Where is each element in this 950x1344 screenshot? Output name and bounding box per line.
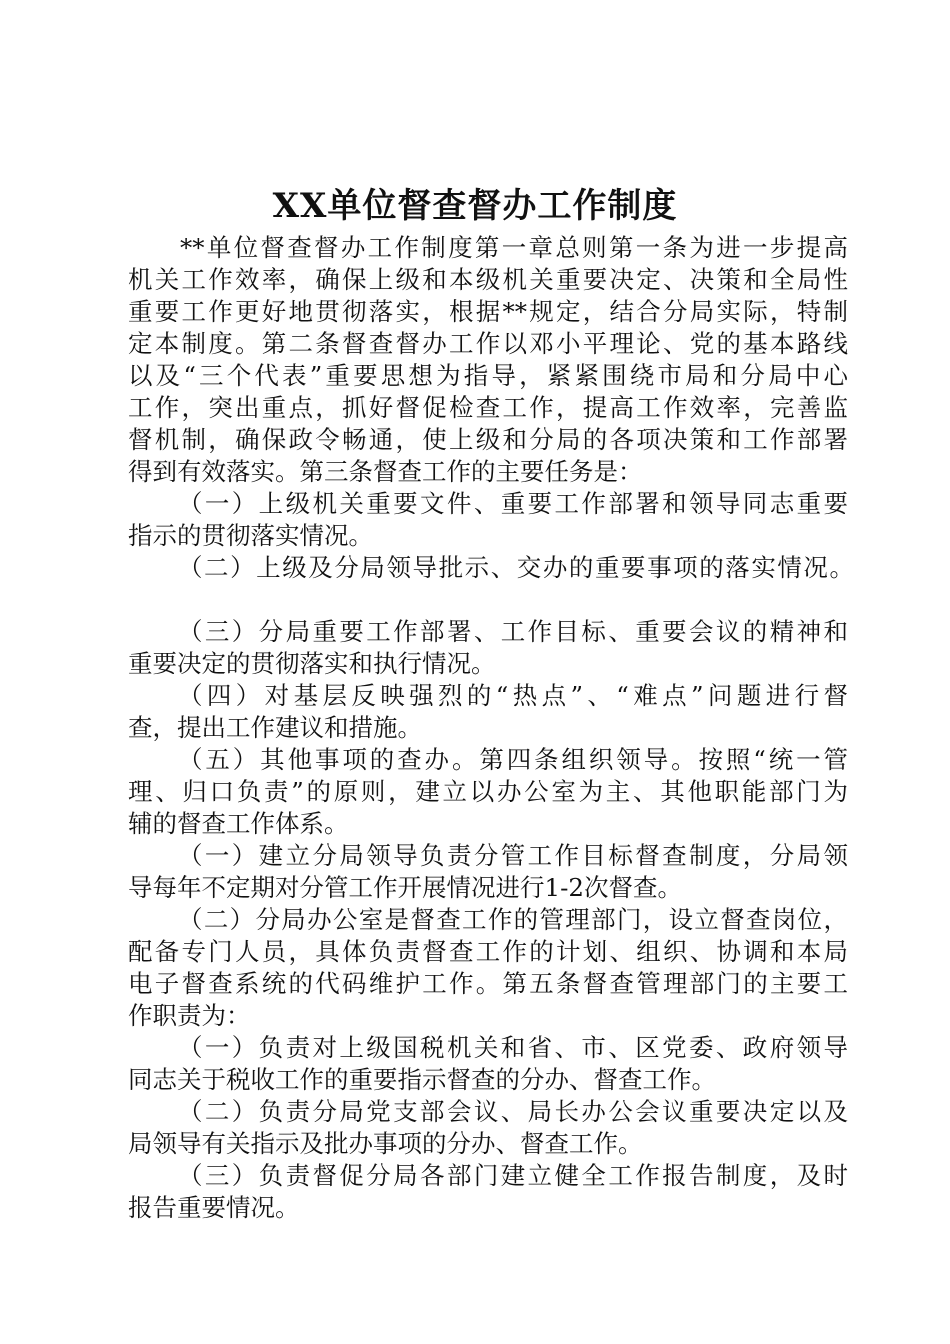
document-body [128, 232, 854, 1224]
body-line: 电子督查系统的代码维护工作。第五条督查管理部门的主要工 [128, 969, 848, 998]
body-line: 以及“三个代表”重要思想为指导，紧紧围绕市局和分局中心 [128, 361, 848, 390]
body-line: （五）其他事项的查办。第四条组织领导。按照“统一管 [178, 745, 848, 774]
body-line: （二）上级及分局领导批示、交办的重要事项的落实情况。 [178, 553, 854, 582]
body-line: 辅的督查工作体系。 [128, 809, 349, 838]
body-line: 作职责为： [128, 1001, 251, 1030]
body-line: 定本制度。第二条督查督办工作以邓小平理论、党的基本路线 [128, 329, 848, 358]
body-line: （二）负责分局党支部会议、局长办公会议重要决定以及 [178, 1097, 848, 1126]
body-line: 配备专门人员，具体负责督查工作的计划、组织、协调和本局 [128, 937, 848, 966]
body-line: （一）建立分局领导负责分管工作目标督查制度，分局领 [178, 841, 848, 870]
body-line: 督机制，确保政令畅通，使上级和分局的各项决策和工作部署 [128, 425, 848, 454]
blank-line [128, 584, 848, 616]
body-line: 机关工作效率，确保上级和本级机关重要决定、决策和全局性 [128, 265, 848, 294]
body-line: 得到有效落实。第三条督查工作的主要任务是： [128, 457, 643, 486]
body-line: （一）上级机关重要文件、重要工作部署和领导同志重要 [178, 489, 848, 518]
body-line: 查，提出工作建议和措施。 [128, 713, 422, 742]
body-line: 同志关于税收工作的重要指示督查的分办、督查工作。 [128, 1065, 716, 1094]
document-title: XX单位督查督办工作制度 [272, 186, 678, 226]
body-line: （二）分局办公室是督查工作的管理部门，设立督查岗位， [178, 905, 848, 934]
body-line: 重要工作更好地贯彻落实，根据**规定，结合分局实际，特制 [128, 297, 848, 326]
body-line: 指示的贯彻落实情况。 [128, 521, 373, 550]
body-line: 局领导有关指示及批办事项的分办、督查工作。 [128, 1129, 643, 1158]
body-line: 重要决定的贯彻落实和执行情况。 [128, 649, 496, 678]
body-line: （三）分局重要工作部署、工作目标、重要会议的精神和 [178, 617, 848, 646]
body-line: 工作，突出重点，抓好督促检查工作，提高工作效率，完善监 [128, 393, 848, 422]
body-line: （一）负责对上级国税机关和省、市、区党委、政府领导 [178, 1033, 848, 1062]
body-line: 报告重要情况。 [128, 1193, 300, 1222]
body-line: 理、归口负责”的原则，建立以办公室为主、其他职能部门为 [128, 777, 848, 806]
body-line: 导每年不定期对分管工作开展情况进行1-2次督查。 [128, 873, 682, 902]
body-line: **单位督查督办工作制度第一章总则第一条为进一步提高 [180, 233, 848, 262]
body-line: （四）对基层反映强烈的“热点”、“难点”问题进行督 [178, 681, 848, 710]
body-line: （三）负责督促分局各部门建立健全工作报告制度，及时 [178, 1161, 848, 1190]
